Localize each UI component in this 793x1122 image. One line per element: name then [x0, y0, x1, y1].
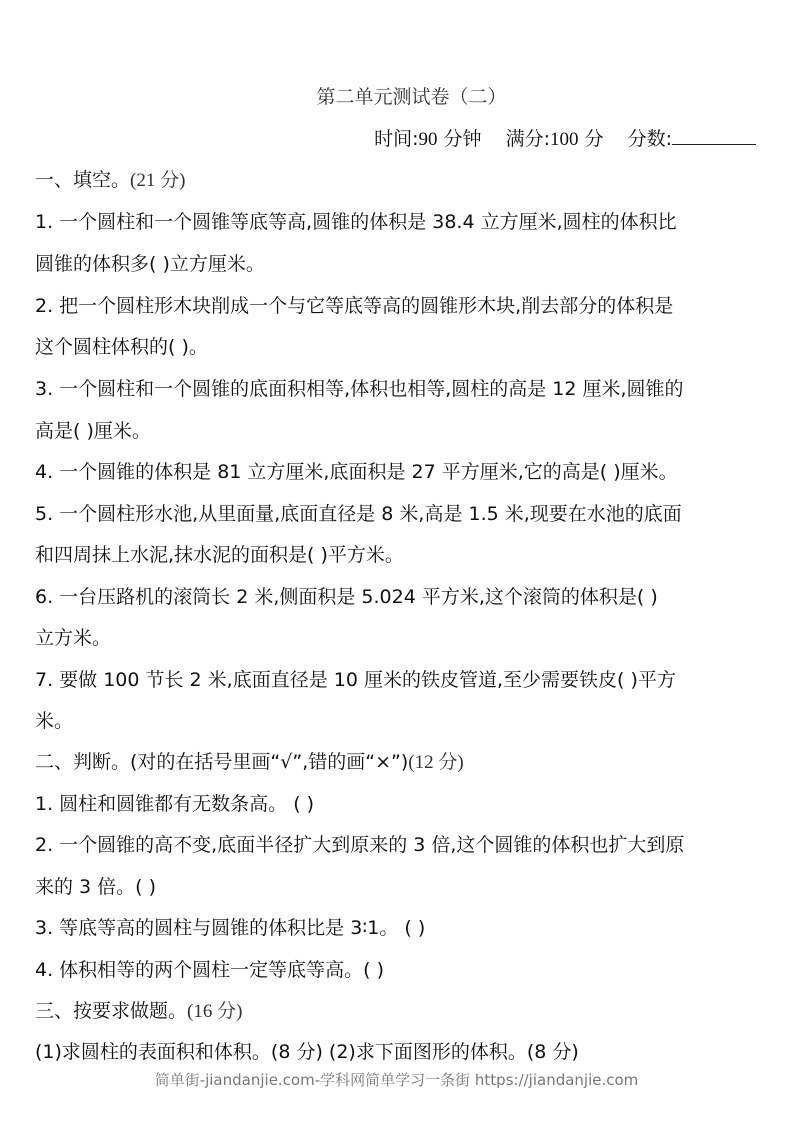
footer-watermark: 简单街-jiandanjie.com-学科网简单学习一条街 https://jiandanjie.com — [154, 1071, 639, 1089]
full-score-value: 100 — [549, 129, 579, 150]
section-heading-text: 一、填空。 — [35, 169, 131, 191]
question-line: 2. 把一个圆柱形木块削成一个与它等底等高的圆锥形木块,削去部分的体积是 — [35, 295, 674, 317]
time-unit: 分钟 — [443, 128, 482, 150]
full-score-label: 满分: — [505, 128, 550, 150]
question-line: 3. 等底等高的圆柱与圆锥的体积比是 3∶1。 ( ) — [35, 917, 426, 939]
section-heading-problems — [35, 999, 242, 1024]
question-line: 和四周抹上水泥,抹水泥的面积是( )平方米。 — [35, 544, 404, 566]
question-line: 1. 圆柱和圆锥都有无数条高。 ( ) — [35, 793, 315, 815]
section-heading-text: 二、判断。(对的在括号里画“√”,错的画“×”) — [35, 751, 409, 773]
question-line: 4. 体积相等的两个圆柱一定等底等高。( ) — [35, 959, 385, 981]
question-line: (1)求圆柱的表面积和体积。(8 分) (2)求下面图形的体积。(8 分) — [35, 1041, 579, 1063]
section-points: (16 分) — [187, 1001, 243, 1022]
question-line: 高是( )厘米。 — [35, 420, 151, 442]
score-label: 分数: — [627, 128, 672, 150]
question-line: 2. 一个圆锥的高不变,底面半径扩大到原来的 3 倍,这个圆锥的体积也扩大到原 — [35, 834, 685, 856]
exam-meta — [374, 124, 756, 151]
section-heading-true-false — [35, 750, 464, 775]
question-line: 5. 一个圆柱形水池,从里面量,底面直径是 8 米,高是 1.5 米,现要在水池的底面 — [35, 503, 682, 525]
section-points: (12 分) — [408, 752, 464, 773]
question-line: 3. 一个圆柱和一个圆锥的底面积相等,体积也相等,圆柱的高是 12 厘米,圆锥的 — [35, 378, 684, 400]
question-line: 6. 一台压路机的滚筒长 2 米,侧面积是 5.024 平方米,这个滚筒的体积是( ) — [35, 586, 658, 608]
section-heading-fill-in — [35, 168, 185, 193]
question-line: 这个圆柱体积的( )。 — [35, 336, 208, 358]
section-points: (21 分) — [130, 170, 186, 191]
question-line: 圆锥的体积多( )立方厘米。 — [35, 253, 265, 275]
score-blank[interactable] — [672, 126, 756, 145]
question-line: 立方米。 — [35, 627, 112, 649]
question-line: 来的 3 倍。( ) — [35, 876, 157, 898]
time-value: 90 — [418, 129, 438, 150]
question-line: 4. 一个圆锥的体积是 81 立方厘米,底面积是 27 平方厘米,它的高是( )厘米。 — [35, 461, 678, 483]
time-label: 时间: — [374, 128, 419, 150]
question-line: 1. 一个圆柱和一个圆锥等底等高,圆锥的体积是 38.4 立方厘米,圆柱的体积比 — [35, 211, 677, 233]
section-heading-text: 三、按要求做题。 — [35, 1000, 188, 1022]
question-line: 米。 — [35, 710, 74, 732]
page-title: 第二单元测试卷（二） — [316, 86, 507, 108]
full-score-unit: 分 — [584, 128, 604, 150]
question-line: 7. 要做 100 节长 2 米,底面直径是 10 厘米的铁皮管道,至少需要铁皮( )平方 — [35, 669, 676, 691]
